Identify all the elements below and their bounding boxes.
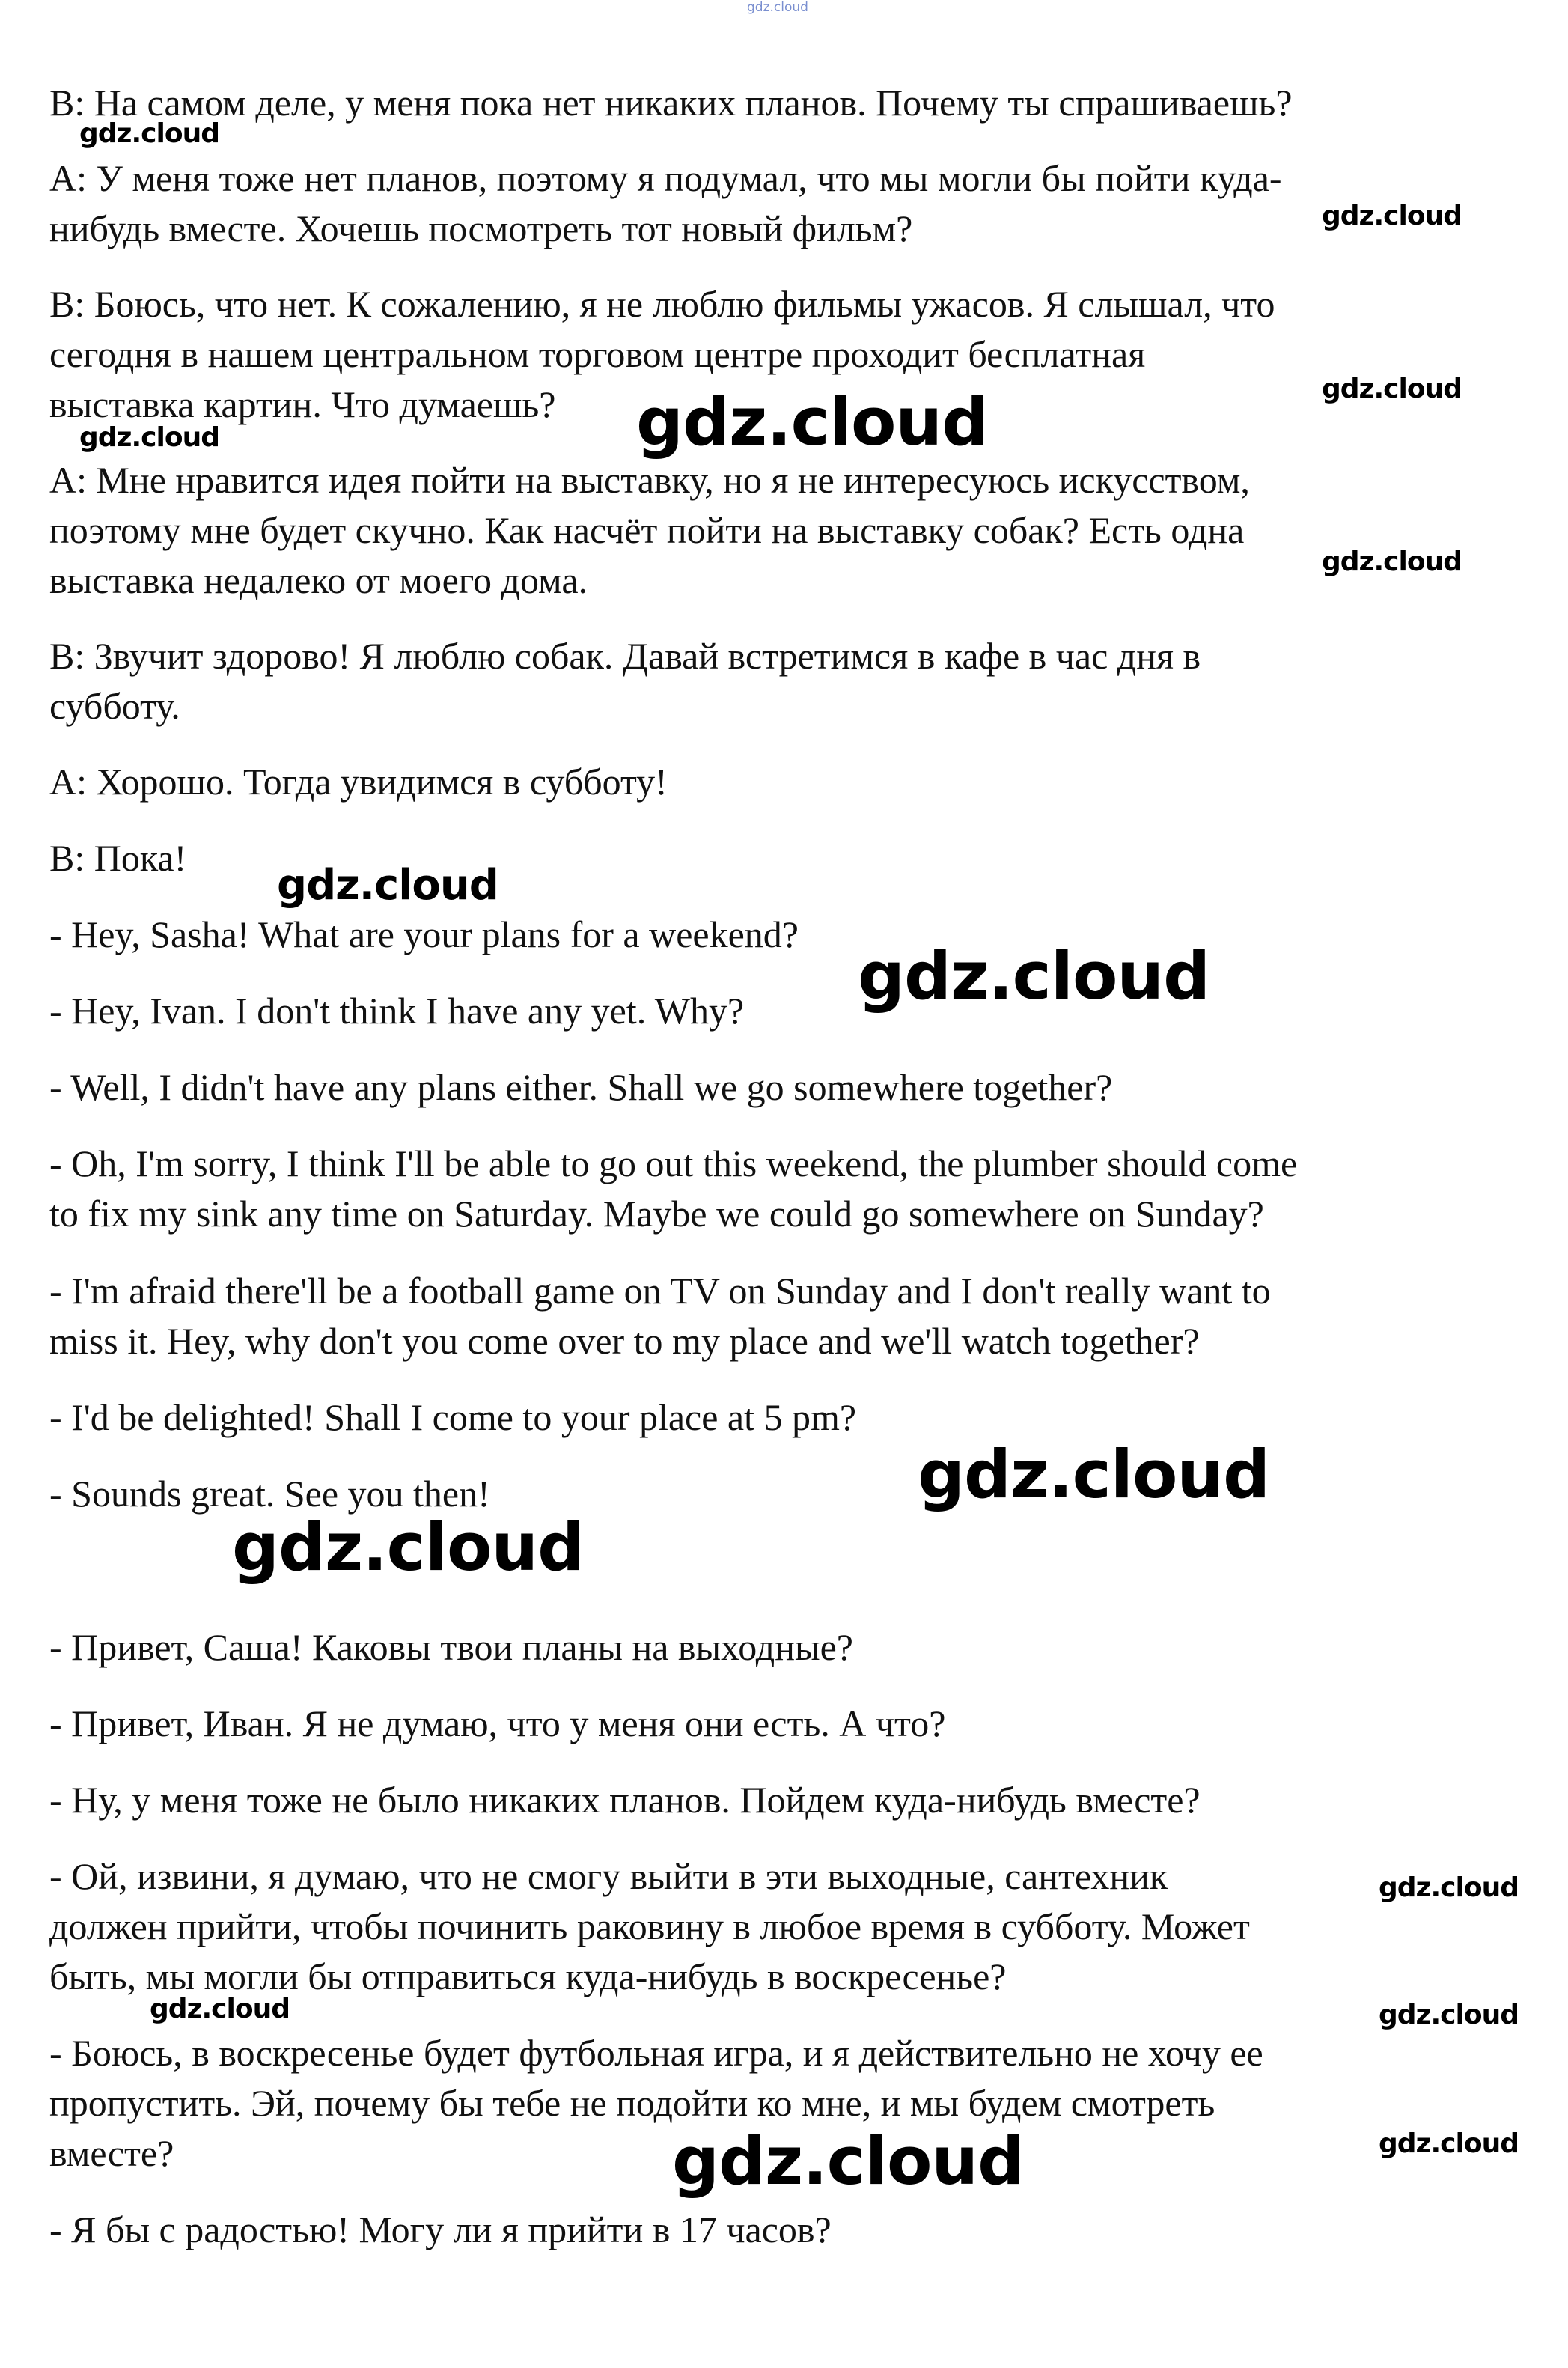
- text-line: - I'd be delighted! Shall I come to your place at 5 pm?: [49, 1396, 857, 1438]
- watermark: gdz.cloud: [747, 0, 808, 15]
- text-line: выставка картин. Что думаешь?: [49, 383, 556, 425]
- text-line: - Привет, Иван. Я не думаю, что у меня они есть. А что?: [49, 1702, 946, 1744]
- text-line: - Oh, I'm sorry, I think I'll be able to go out this weekend, the plumber should come: [49, 1142, 1298, 1184]
- text-line: сегодня в нашем центральном торговом центре проходит бесплатная: [49, 333, 1146, 375]
- text-line: - Sounds great. See you then!: [49, 1473, 490, 1515]
- watermark: gdz.cloud: [918, 1436, 1270, 1513]
- text-line: - Hey, Sasha! What are your plans for a weekend?: [49, 913, 799, 955]
- text-line: пропустить. Эй, почему бы тебе не подойти ко мне, и мы будем смотреть: [49, 2082, 1215, 2124]
- text-line: - Well, I didn't have any plans either. Shall we go somewhere together?: [49, 1066, 1113, 1108]
- watermark: gdz.cloud: [79, 422, 219, 453]
- text-line: - Ну, у меня тоже не было никаких планов. Пойдем куда-нибудь вместе?: [49, 1779, 1201, 1821]
- text-line: В: Звучит здорово! Я люблю собак. Давай встретимся в кафе в час дня в: [49, 635, 1201, 677]
- text-line: to fix my sink any time on Saturday. Maybe we could go somewhere on Sunday?: [49, 1193, 1264, 1235]
- watermark: gdz.cloud: [858, 937, 1210, 1014]
- text-line: вместе?: [49, 2132, 174, 2174]
- watermark: gdz.cloud: [672, 2122, 1025, 2200]
- text-line: - Ой, извини, я думаю, что не смогу выйти в эти выходные, сантехник: [49, 1855, 1168, 1897]
- text-line: нибудь вместе. Хочешь посмотреть тот новый фильм?: [49, 207, 913, 249]
- text-line: - Я бы с радостью! Могу ли я прийти в 17 часов?: [49, 2209, 832, 2250]
- text-line: - Hey, Ivan. I don't think I have any yet. Why?: [49, 990, 745, 1032]
- watermark: gdz.cloud: [277, 861, 498, 910]
- text-line: - I'm afraid there'll be a football game on TV on Sunday and I don't really want to: [49, 1270, 1271, 1312]
- watermark: gdz.cloud: [1322, 201, 1462, 231]
- text-line: субботу.: [49, 685, 180, 727]
- watermark: gdz.cloud: [1379, 2000, 1519, 2030]
- text-line: В: Боюсь, что нет. К сожалению, я не люблю фильмы ужасов. Я слышал, что: [49, 283, 1275, 325]
- text-line: А: У меня тоже нет планов, поэтому я подумал, что мы могли бы пойти куда-: [49, 157, 1282, 199]
- watermark: gdz.cloud: [1379, 1872, 1519, 1903]
- watermark: gdz.cloud: [232, 1509, 585, 1586]
- text-line: поэтому мне будет скучно. Как насчёт пойти на выставку собак? Есть одна: [49, 509, 1245, 551]
- text-line: - Боюсь, в воскресенье будет футбольная игра, и я действительно не хочу ее: [49, 2032, 1263, 2074]
- watermark: gdz.cloud: [150, 1994, 290, 2024]
- text-line: должен прийти, чтобы починить раковину в любое время в субботу. Может: [49, 1905, 1250, 1947]
- text-line: miss it. Hey, why don't you come over to my place and we'll watch together?: [49, 1320, 1200, 1362]
- watermark: gdz.cloud: [79, 118, 219, 149]
- watermark: gdz.cloud: [1322, 547, 1462, 577]
- watermark: gdz.cloud: [1322, 374, 1462, 404]
- text-line: быть, мы могли бы отправиться куда-нибудь в воскресенье?: [49, 1955, 1007, 1997]
- text-line: В: Пока!: [49, 837, 187, 879]
- text-line: В: На самом деле, у меня пока нет никаких планов. Почему ты спрашиваешь?: [49, 82, 1293, 124]
- text-line: выставка недалеко от моего дома.: [49, 559, 588, 601]
- watermark: gdz.cloud: [1379, 2128, 1519, 2159]
- text-line: А: Мне нравится идея пойти на выставку, но я не интересуюсь искусством,: [49, 459, 1250, 501]
- text-line: - Привет, Саша! Каковы твои планы на выходные?: [49, 1626, 853, 1668]
- watermark: gdz.cloud: [636, 383, 989, 460]
- text-line: А: Хорошо. Тогда увидимся в субботу!: [49, 761, 668, 803]
